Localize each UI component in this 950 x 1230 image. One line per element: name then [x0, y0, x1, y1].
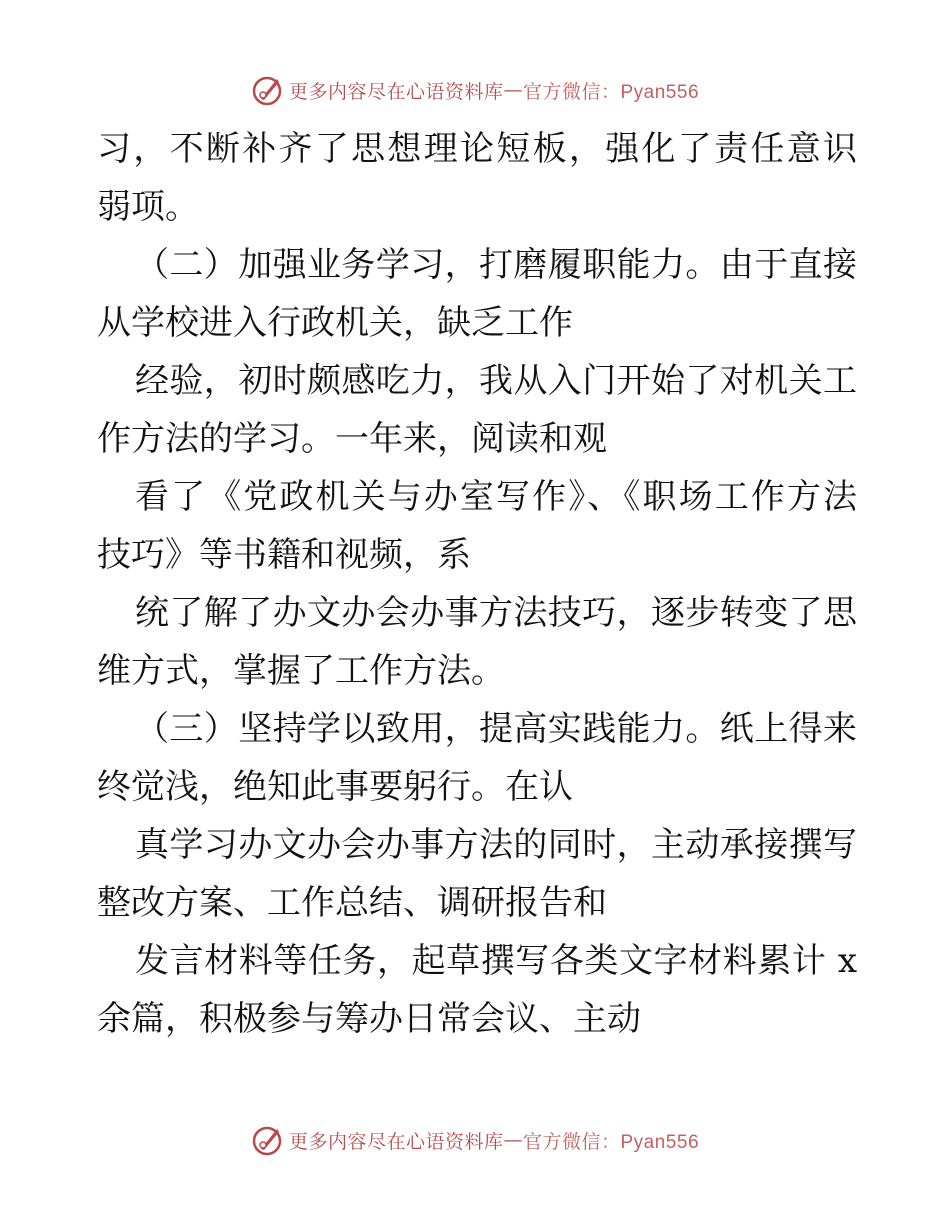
body-line-8: 技巧》等书籍和视频，系: [97, 535, 471, 575]
brand-text: 更多内容尽在心语资料库: [288, 1130, 504, 1153]
separator-text: —: [503, 79, 523, 101]
wechat-text: 官方微信：Pyan556: [523, 1131, 700, 1153]
body-line-5: 经验，初时颇感吃力，我从入门开始了对机关工: [135, 361, 857, 401]
body-line-4: 从学校进入行政机关，缺乏工作: [97, 303, 573, 343]
brand-text: 更多内容尽在心语资料库: [288, 80, 504, 103]
wechat-text: 官方微信：Pyan556: [523, 81, 700, 103]
body-line-9: 统了解了办文办会办事方法技巧，逐步转变了思: [135, 593, 857, 633]
document-body: [97, 120, 857, 1048]
quill-pen-circle-logo-icon: [251, 1123, 285, 1157]
body-line-7: 看了《党政机关与办室写作》、《职场工作方法: [135, 477, 857, 517]
separator-text: —: [503, 1129, 523, 1151]
body-line-12: 终觉浅，绝知此事要躬行。在认: [97, 767, 573, 807]
body-line-6: 作方法的学习。一年来，阅读和观: [97, 419, 607, 459]
body-line-11: （三）坚持学以致用，提高实践能力。纸上得来: [135, 709, 857, 749]
footer-banner: [0, 1120, 950, 1160]
body-line-3: （二）加强业务学习，打磨履职能力。由于直接: [135, 245, 857, 285]
header-banner: [0, 70, 950, 110]
body-line-16: 余篇，积极参与筹办日常会议、主动: [97, 999, 641, 1039]
body-line-2: 弱项。: [97, 187, 199, 227]
body-line-1: 习，不断补齐了思想理论短板，强化了责任意识: [97, 129, 857, 169]
body-line-13: 真学习办文办会办事方法的同时，主动承接撰写: [135, 825, 857, 865]
body-line-14: 整改方案、工作总结、调研报告和: [97, 883, 607, 923]
body-line-15: 发言材料等任务，起草撰写各类文字材料累计 x: [135, 941, 857, 981]
body-line-10: 维方式，掌握了工作方法。: [97, 651, 505, 691]
quill-pen-circle-logo-icon: [251, 73, 285, 107]
